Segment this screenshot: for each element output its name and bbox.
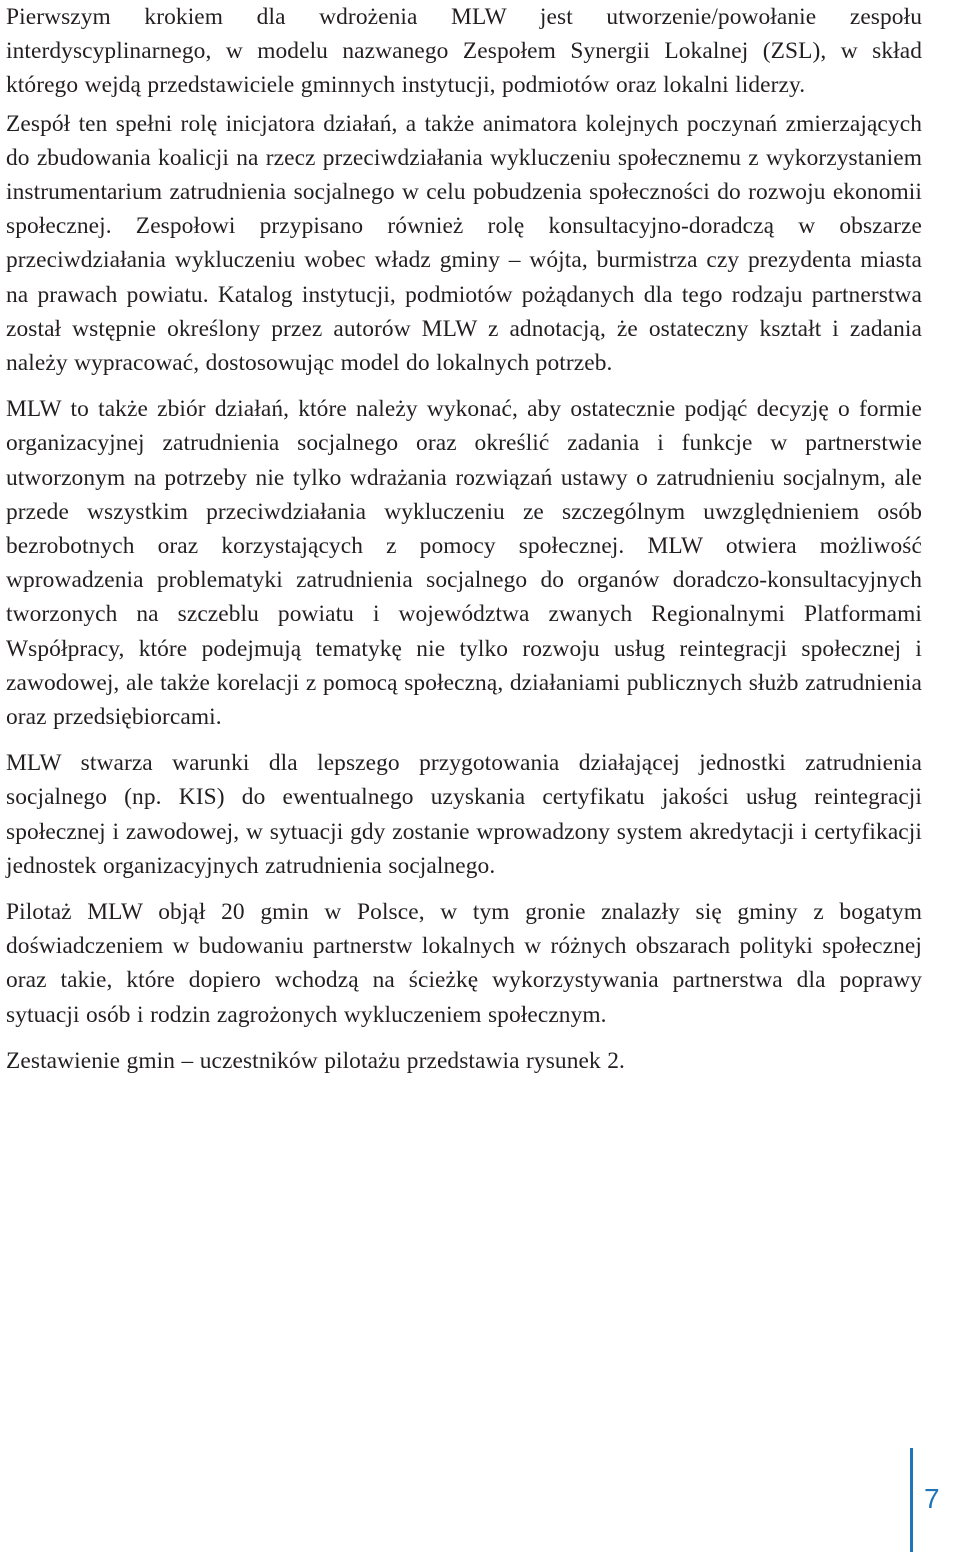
page-footer [910, 1448, 960, 1552]
paragraph-3: MLW to także zbiór działań, które należy wykonać, aby ostatecznie podjąć decyzję o formie organizacyjnej zatrudnienia socjalnego oraz określić zadania i funkcje w partnerstwie utworzonym na potrzeby nie tylko wdrażania rozwiązań ustawy o zatrudnieniu socjalnym, ale przede wszystkim przeciwdziałania wykluczeniu ze szczególnym uwzględnieniem osób bezrobotnych oraz korzystających z pomocy społecznej. MLW otwiera możliwość wprowadzenia problematyki zatrudnienia socjalnego do organów doradczo-konsultacyjnych tworzonych na szczeblu powiatu i województwa zwanych Regionalnymi Platformami Współpracy, które podejmują tematykę nie tylko rozwoju usług reintegracji społecznej i zawodowej, ale także korelacji z pomocą społeczną, działaniami publicznych służb zatrudnienia oraz przedsiębiorcami. [6, 396, 922, 731]
paragraph-6: Zestawienie gmin – uczestników pilotażu przedstawia rysunek 2. [6, 1047, 625, 1074]
paragraph-2: Zespół ten spełni rolę inicjatora działań, a także animatora kolejnych poczynań zmierzających do zbudowania koalicji na rzecz przeciwdziałania wykluczeniu społecznemu z wykorzystaniem instrumentarium zatrudnienia socjalnego w celu pobudzenia społeczności do rozwoju ekonomii społecznej. Zespołowi przypisano również rolę konsultacyjno-doradczą w obszarze przeciwdziałania wykluczeniu wobec władz gminy – wójta, burmistrza czy prezydenta miasta na prawach powiatu. Katalog instytucji, podmiotów pożądanych dla tego rodzaju partnerstwa został wstępnie określony przez autorów MLW z adnotacją, że ostateczny kształt i zadania należy wypracować, dostosowując model do lokalnych potrzeb. [6, 110, 922, 377]
paragraph-5: Pilotaż MLW objął 20 gmin w Polsce, w tym gronie znalazły się gminy z bogatym doświadczeniem w budowaniu partnerstw lokalnych w różnych obszarach polityki społecznej oraz takie, które dopiero wchodzą na ścieżkę wykorzystywania partnerstwa dla poprawy sytuacji osób i rodzin zagrożonych wykluczeniem społecznym. [6, 899, 922, 1028]
page-number-rule [910, 1448, 913, 1552]
document-body [6, 0, 922, 1078]
paragraph-1: Pierwszym krokiem dla wdrożenia MLW jest utworzenie/powołanie zespołu interdyscyplinarnego, w modelu nazwanego Zespołem Synergii Lokalnej (ZSL), w skład którego wejdą przedstawiciele gminnych instytucji, podmiotów oraz lokalni liderzy. [6, 4, 922, 99]
page-number: 7 [924, 1483, 940, 1514]
paragraph-4: MLW stwarza warunki dla lepszego przygotowania działającej jednostki zatrudnienia socjalnego (np. KIS) do ewentualnego uzyskania certyfikatu jakości usług reintegracji społecznej i zawodowej, w sytuacji gdy zostanie wprowadzony system akredytacji i certyfikacji jednostek organizacyjnych zatrudnienia socjalnego. [6, 750, 922, 879]
